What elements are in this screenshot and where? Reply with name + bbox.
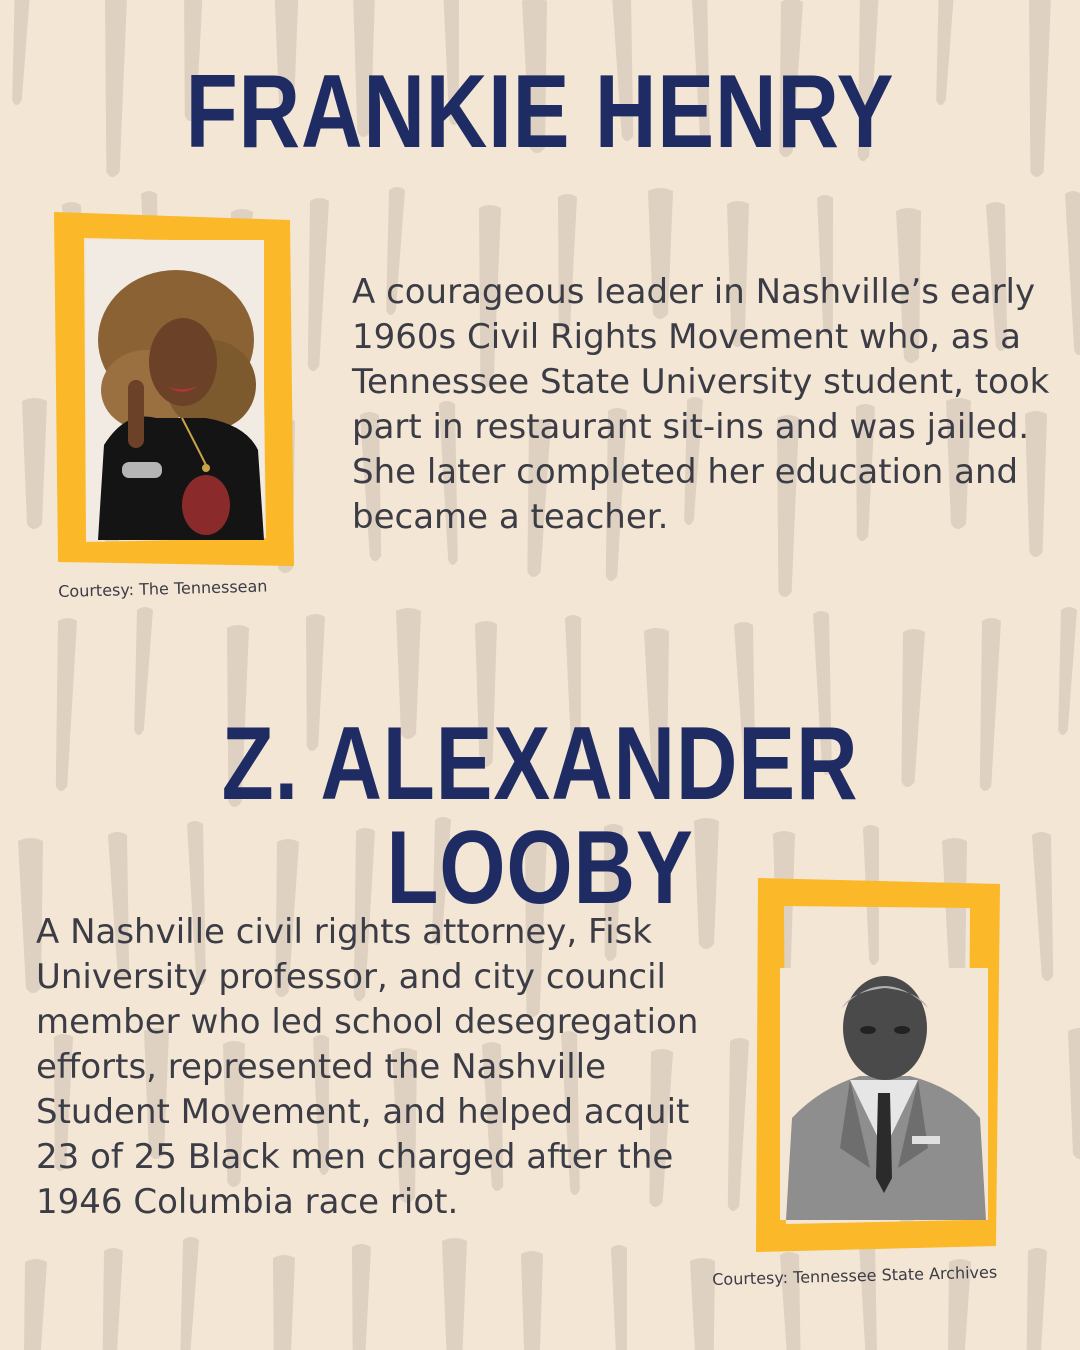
z-alexander-looby-portrait <box>780 968 988 1220</box>
person1-name-heading: FRANKIE HENRY <box>185 54 895 170</box>
brush-stroke <box>521 1251 543 1350</box>
person1-photo-credit: Courtesy: The Tennessean <box>58 576 268 601</box>
brush-stroke <box>980 618 1001 791</box>
brush-stroke <box>352 1244 371 1350</box>
brush-stroke <box>1068 1028 1080 1159</box>
brush-stroke <box>23 1259 47 1350</box>
frankie-henry-portrait <box>86 240 264 540</box>
person1-bio: A courageous leader in Nashville’s early 1960s Civil Rights Movement who, as a Tennessee State University student, took part in restaurant sit-ins and was jailed. She later completed her education and became a teacher. <box>352 272 1050 537</box>
brush-stroke <box>102 1248 123 1350</box>
brush-stroke <box>1026 1248 1047 1350</box>
person2-name-heading: Z. ALEXANDER LOOBY <box>221 706 859 926</box>
brush-stroke <box>273 1255 295 1350</box>
brush-stroke <box>859 1241 878 1350</box>
brush-stroke <box>1065 191 1080 355</box>
person2-bio: A Nashville civil rights attorney, Fisk University professor, and city council member who led school desegregation efforts, represented the Nashville Student Movement, and helped acquit 23 of 25 Black men charged after the 1946 Columbia race riot. <box>36 912 699 1222</box>
brush-stroke <box>1058 607 1077 735</box>
person2-photo-frame <box>752 874 1004 1256</box>
brush-stroke <box>12 0 31 105</box>
brush-stroke <box>780 1252 801 1350</box>
brush-stroke <box>442 1238 467 1350</box>
brush-stroke <box>22 398 47 529</box>
brush-stroke <box>308 198 329 371</box>
brush-stroke <box>56 618 77 791</box>
brush-stroke <box>611 1245 627 1350</box>
person1-photo-frame <box>50 208 300 570</box>
person2-photo-credit: Courtesy: Tennessee State Archives <box>712 1262 998 1289</box>
brush-stroke <box>1029 0 1051 177</box>
brush-stroke <box>1032 832 1053 981</box>
brush-stroke <box>180 1237 199 1350</box>
